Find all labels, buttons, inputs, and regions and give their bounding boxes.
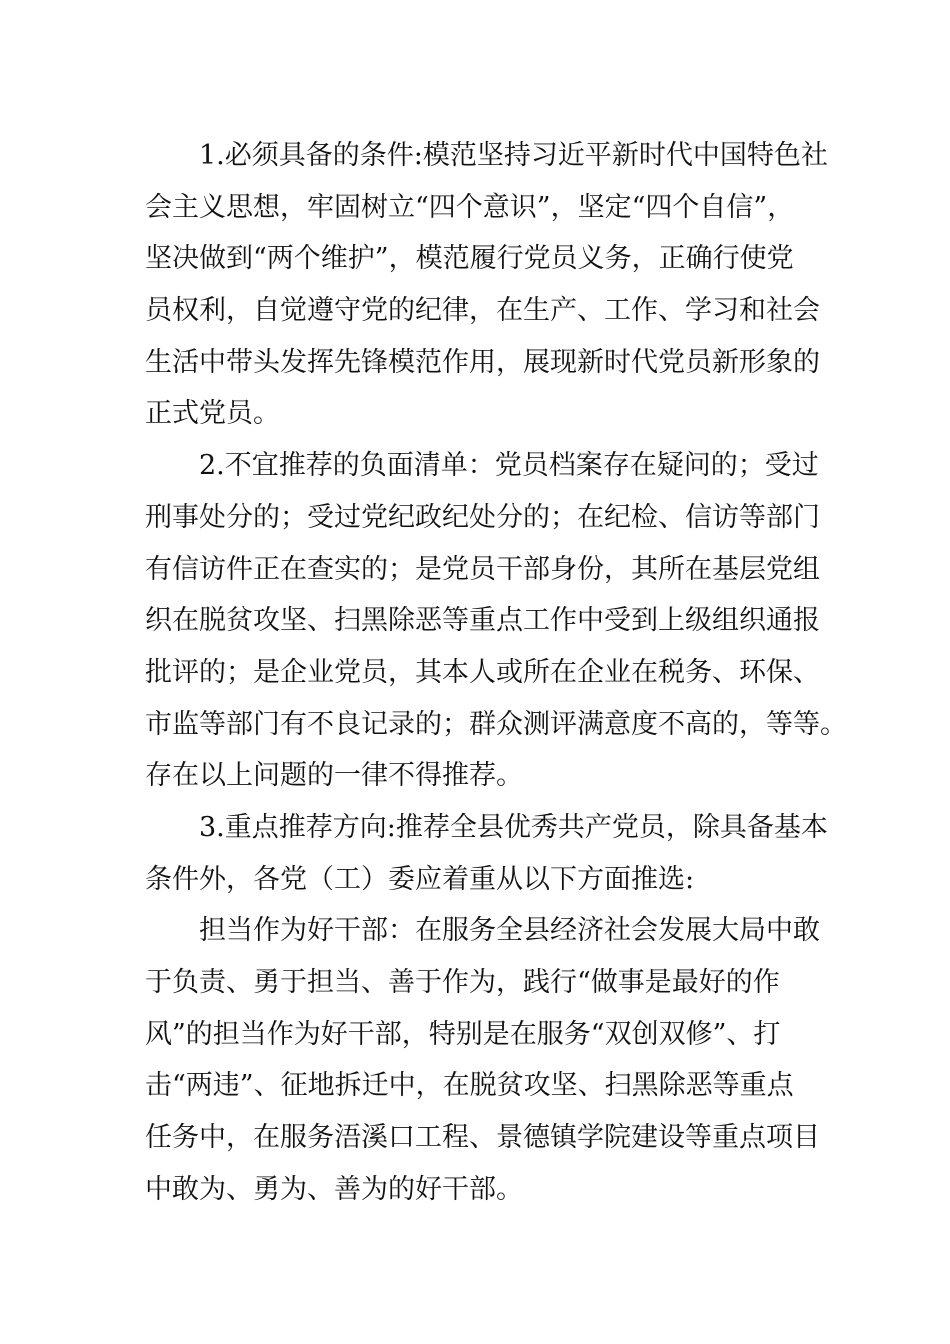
document-body [145, 130, 847, 1215]
paragraph-negative-list [145, 440, 847, 802]
text-line: 正式党员。 [145, 398, 280, 430]
paragraph-good-cadre [145, 905, 820, 1215]
text-line: 担当作为好干部：在服务全县经济社会发展大局中敢 [199, 915, 820, 947]
text-line: 市监等部门有不良记录的；群众测评满意度不高的，等等。 [145, 708, 847, 740]
text-line: 织在脱贫攻坚、扫黑除恶等重点工作中受到上级组织通报 [145, 605, 820, 637]
text-line: 坚决做到“两个维护”，模范履行党员义务，正确行使党 [145, 243, 794, 275]
text-line: 3.重点推荐方向:推荐全县优秀共产党员，除具备基本 [199, 811, 828, 843]
text-line: 风”的担当作为好干部，特别是在服务“双创双修”、打 [145, 1018, 781, 1050]
text-line: 刑事处分的；受过党纪政纪处分的；在纪检、信访等部门 [145, 501, 820, 533]
text-line: 任务中，在服务浯溪口工程、景德镇学院建设等重点项目 [145, 1122, 820, 1154]
paragraph-required-conditions [145, 130, 828, 440]
text-line: 于负责、勇于担当、善于作为，践行“做事是最好的作 [145, 967, 780, 998]
text-line: 批评的；是企业党员，其本人或所在企业在税务、环保、 [145, 656, 820, 688]
text-line: 击“两违”、征地拆迁中，在脱贫攻坚、扫黑除恶等重点 [145, 1070, 794, 1102]
text-line: 员权利，自觉遵守党的纪律，在生产、工作、学习和社会 [145, 295, 820, 327]
paragraph-recommendation-direction [145, 802, 828, 905]
text-line: 有信访件正在查实的；是党员干部身份，其所在基层党组 [145, 553, 820, 585]
text-line: 生活中带头发挥先锋模范作用，展现新时代党员新形象的 [145, 346, 820, 378]
text-line: 2.不宜推荐的负面清单：党员档案存在疑问的；受过 [199, 450, 819, 482]
text-line: 1.必须具备的条件:模范坚持习近平新时代中国特色社 [199, 140, 828, 171]
text-line: 会主义思想，牢固树立“四个意识”，坚定“四个自信”， [145, 191, 795, 223]
text-line: 存在以上问题的一律不得推荐。 [145, 760, 523, 792]
text-line: 中敢为、勇为、善为的好干部。 [145, 1173, 523, 1205]
text-line: 条件外，各党（工）委应着重从以下方面推选: [145, 863, 695, 895]
